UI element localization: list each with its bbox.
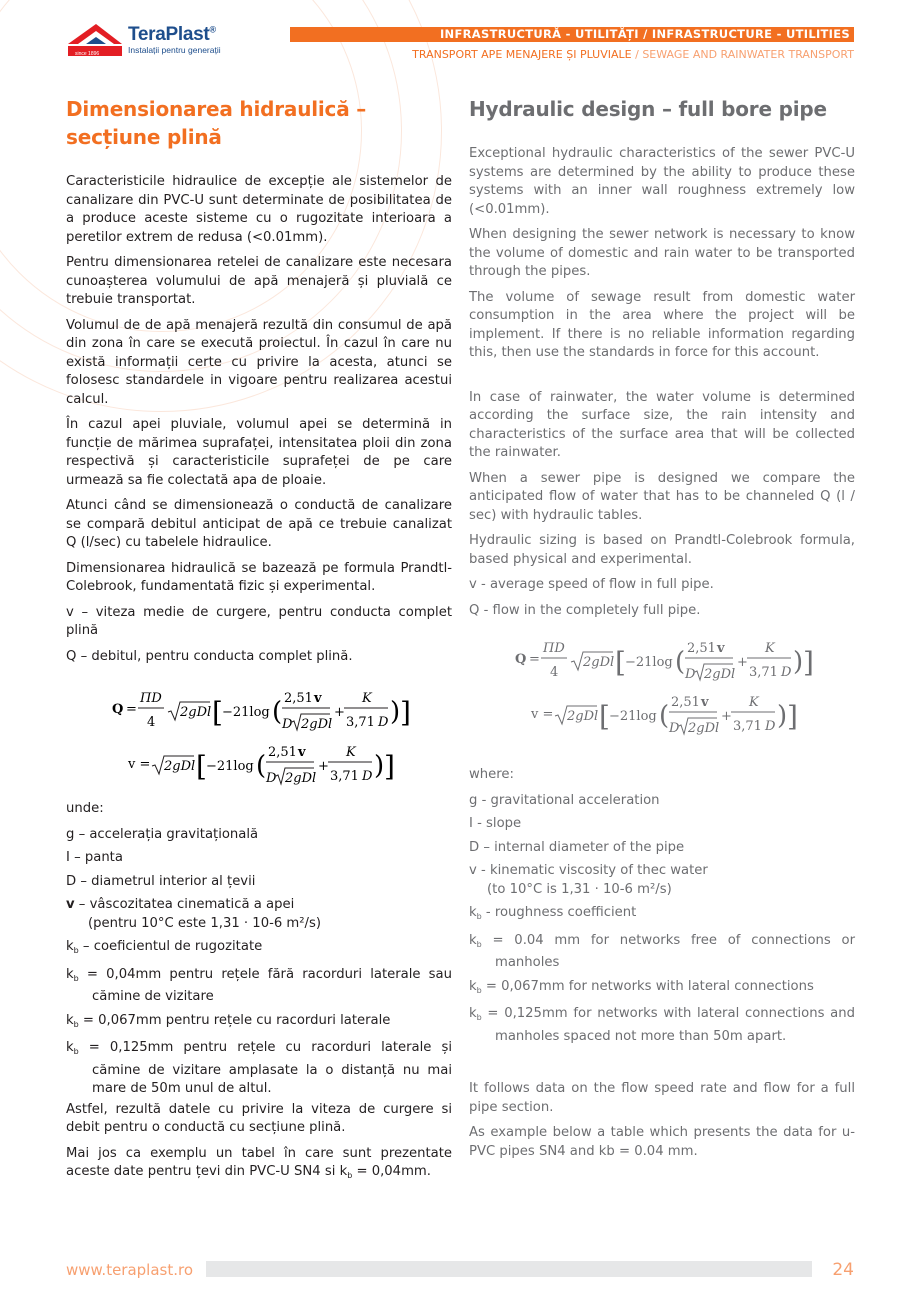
svg-text:[: [ <box>599 700 610 733</box>
svg-text:2gDl: 2gDl <box>180 705 212 720</box>
svg-text:D: D <box>282 717 293 732</box>
svg-text:3,71: 3,71 <box>749 665 778 680</box>
paragraph: Pentru dimensionarea retelei de canalizare este necesara cunoașterea volumului de apă menajeră și pluvială ce trebuie transportat. <box>66 255 452 307</box>
svg-text:D: D <box>266 771 277 786</box>
paragraph: When designing the sewer network is necessary to know the volume of domestic and rain water to be transported through the pipes. <box>469 227 855 279</box>
definition-v-note: (to 10°C is 1,31 · 10-6 m²/s) <box>487 881 672 897</box>
svg-text:): ) <box>390 697 401 727</box>
definition-kb: $k_b$ - roughness coefficient <box>469 905 637 921</box>
definition-kb-value: $k_b = 0.04$ mm for networks free of connections or manholes <box>469 932 855 970</box>
paragraph: Atunci când se dimensionează o conductă de canalizare se compară debitul anticipat de apă ce trebuie canalizat Q (l/sec) cu tabelele hidraulice. <box>66 498 452 550</box>
svg-text:(: ( <box>675 647 686 677</box>
svg-text:(: ( <box>256 751 267 781</box>
prandtl-colebrook-formula <box>66 676 452 788</box>
svg-text:2gDl: 2gDl <box>285 771 317 786</box>
svg-text:v: v <box>298 745 306 760</box>
page-title-en: Hydraulic design – full bore pipe <box>469 97 827 121</box>
where-label: unde: <box>66 801 104 816</box>
definition-d: D – internal diameter of the pipe <box>469 839 685 855</box>
svg-text:2gDl: 2gDl <box>704 667 736 682</box>
paragraph: Volumul de de apă menajeră rezultă din consumul de apă din zona în care se execută proiectul. În cazul în care nu există informații certe cu privire la acesta, atunci se folosesc standardele in vigoare pentru realizarea acestui calcul. <box>66 317 452 407</box>
svg-text:3,71: 3,71 <box>346 715 375 730</box>
svg-text:ΠD: ΠD <box>140 691 162 706</box>
svg-text:2gDl: 2gDl <box>567 709 599 724</box>
category-title: INFRASTRUCTURĂ - UTILITĂȚI / INFRASTRUCTURE - UTILITIES <box>439 27 850 41</box>
section-subtitle: TRANSPORT APE MENAJERE ȘI PLUVIALE / SEWAGE AND RAINWATER TRANSPORT <box>412 48 854 61</box>
svg-text:K: K <box>362 691 372 706</box>
svg-text:D: D <box>669 721 680 736</box>
website-link[interactable]: www.teraplast.ro <box>66 1261 194 1279</box>
svg-text:D: D <box>362 769 373 784</box>
svg-text:−21log: −21log <box>609 709 657 724</box>
paragraph: v – viteza medie de curgere, pentru conducta complet plină <box>66 604 452 638</box>
svg-text:]: ] <box>400 696 411 729</box>
definition-kb-value: $k_b = 0,125mm$ pentru rețele cu racorduri laterale și cămine de vizitare amplasate la o distanță nu mai mare de 50m unul de altul. <box>66 1040 452 1096</box>
svg-text:K: K <box>749 695 759 710</box>
svg-text:=: = <box>529 652 540 667</box>
definition-g: g - gravitational acceleration <box>469 792 660 808</box>
where-label: where: <box>469 767 514 782</box>
svg-text:): ) <box>793 647 804 677</box>
paragraph: Astfel, rezultă datele cu privire la viteza de curgere si debit pentru o conductă cu secțiune plină. <box>66 1101 452 1135</box>
svg-text:3,71: 3,71 <box>733 719 762 734</box>
svg-text:=: = <box>126 702 137 717</box>
paragraph: Hydraulic sizing is based on Prandtl-Colebrook formula, based physical and experimental. <box>469 533 855 567</box>
svg-text:v: v <box>717 641 725 656</box>
svg-text:): ) <box>374 751 385 781</box>
paragraph: În cazul apei pluviale, volumul apei se determină in funcție de mărimea suprafaței, intensitatea ploii din zona respectivă și caracteristicile suprafeței de pe care urmează sa fie colectată apa de ploaie. <box>66 417 452 488</box>
brand-tagline: Instalații pentru generații <box>128 45 221 55</box>
svg-text:v: v <box>701 695 709 710</box>
svg-text:v =: v = <box>128 757 151 772</box>
definition-i: I – panta <box>66 850 123 865</box>
svg-text:]: ] <box>803 646 814 679</box>
svg-text:K: K <box>765 641 775 656</box>
definition-v-note: (pentru 10°C este 1,31 · 10-6 m²/s) <box>88 915 322 931</box>
definition-kb: $k_b$ – coeficientul de rugozitate <box>66 939 263 955</box>
svg-text:2gDl: 2gDl <box>301 717 333 732</box>
svg-text:−21log: −21log <box>222 705 270 720</box>
definition-kb-value: $k_b = 0,067mm$ pentru rețele cu racorduri laterale <box>66 1012 391 1029</box>
svg-text:(: ( <box>272 697 283 727</box>
svg-text:2,51: 2,51 <box>284 691 313 706</box>
svg-text:Q: Q <box>515 652 527 667</box>
svg-text:D: D <box>685 667 696 682</box>
definition-v: v - kinematic viscosity of thec water <box>469 863 708 878</box>
svg-text:2gDl: 2gDl <box>583 655 615 670</box>
paragraph: Q – debitul, pentru conducta complet plină. <box>66 648 353 664</box>
definition-kb-value: $k_b = 0,125mm$ for networks with lateral connections and manholes spaced not more than 50m apart. <box>469 1006 855 1044</box>
paragraph: Q - flow in the completely full pipe. <box>469 602 701 618</box>
svg-text:4: 4 <box>147 715 156 730</box>
paragraph: In case of rainwater, the water volume is determined according the surface size, the rain intensity and characteristics of the surface area that will be collected the rainwater. <box>469 389 855 460</box>
svg-text:[: [ <box>212 696 223 729</box>
svg-text:D: D <box>781 665 792 680</box>
svg-text:+: + <box>737 655 748 670</box>
svg-text:−21log: −21log <box>206 759 254 774</box>
svg-text:+: + <box>334 705 345 720</box>
svg-text:+: + <box>721 709 732 724</box>
svg-text:D: D <box>765 719 776 734</box>
svg-text:ΠD: ΠD <box>543 641 565 656</box>
svg-text:2,51: 2,51 <box>687 641 716 656</box>
paragraph: Exceptional hydraulic characteristics of the sewer PVC-U systems are determined by the ability to produce these systems with an inner wall roughness extremely low (<0.01mm). <box>469 146 855 217</box>
romanian-column <box>66 95 452 1186</box>
definition-kb-value: $k_b = 0,04mm$ pentru rețele fără racorduri laterale sau cămine de vizitare <box>66 966 452 1004</box>
prandtl-colebrook-formula <box>469 626 855 738</box>
svg-text:4: 4 <box>550 665 559 680</box>
svg-text:]: ] <box>787 700 798 733</box>
svg-text:[: [ <box>615 646 626 679</box>
paragraph: Mai jos ca exemplu un tabel în care sunt prezentate aceste date pentru țevi din PVC-U SN4 si $k_b = 0,04mm$. <box>66 1145 452 1180</box>
svg-text:3,71: 3,71 <box>330 769 359 784</box>
definition-v: v – vâscozitatea cinematică a apei <box>66 897 295 912</box>
svg-text:v: v <box>314 691 322 706</box>
paragraph: As example below a table which presents the data for u-PVC pipes SN4 and kb = 0.04 mm. <box>469 1125 855 1159</box>
paragraph: Dimensionarea hidraulică se bazează pe formula Prandtl-Colebrook, fundamentată fizic și experimental. <box>66 560 452 594</box>
since-label: since 1896 <box>75 51 100 57</box>
svg-text:D: D <box>378 715 389 730</box>
svg-text:−21log: −21log <box>625 655 673 670</box>
svg-text:+: + <box>318 759 329 774</box>
definition-kb-value: $k_b = 0,067mm$ for networks with lateral connections <box>469 978 814 995</box>
page-title-ro: Dimensionarea hidraulică – secțiune plină <box>66 97 367 149</box>
page-number: 24 <box>832 1260 854 1280</box>
category-bar <box>290 27 854 42</box>
svg-text:K: K <box>346 745 356 760</box>
definition-d: D – diametrul interior al țevii <box>66 873 256 889</box>
definition-i: I - slope <box>469 816 522 831</box>
svg-text:Q: Q <box>112 702 124 717</box>
svg-text:(: ( <box>659 701 670 731</box>
brand-name: TeraPlast® <box>128 24 216 45</box>
svg-text:[: [ <box>196 750 207 783</box>
english-column <box>469 95 855 1161</box>
paragraph: It follows data on the flow speed rate and flow for a full pipe section. <box>469 1081 855 1115</box>
svg-text:]: ] <box>384 750 395 783</box>
paragraph: v - average speed of flow in full pipe. <box>469 577 714 592</box>
paragraph: Caracteristicile hidraulice de excepție ale sistemelor de canalizare din PVC-U sunt determinate de posibilitatea de a produce aceste sisteme cu o rugozitate interioara a peretilor extrem de redusa (<0.01mm). <box>66 174 452 245</box>
svg-text:): ) <box>777 701 788 731</box>
svg-text:v =: v = <box>531 707 554 722</box>
svg-text:2,51: 2,51 <box>268 745 297 760</box>
definition-g: g – accelerația gravitațională <box>66 826 259 842</box>
paragraph: The volume of sewage result from domestic water consumption in the area where the project will be implement. If there is no reliable information regarding this, then use the standards in force for this account. <box>469 289 855 360</box>
svg-text:2gDl: 2gDl <box>164 759 196 774</box>
footer-bar <box>206 1261 812 1277</box>
svg-text:2gDl: 2gDl <box>688 721 720 736</box>
svg-text:2,51: 2,51 <box>671 695 700 710</box>
paragraph: When a sewer pipe is designed we compare the anticipated flow of water that has to be channeled Q (l / sec) with hydraulic tables. <box>469 470 855 523</box>
